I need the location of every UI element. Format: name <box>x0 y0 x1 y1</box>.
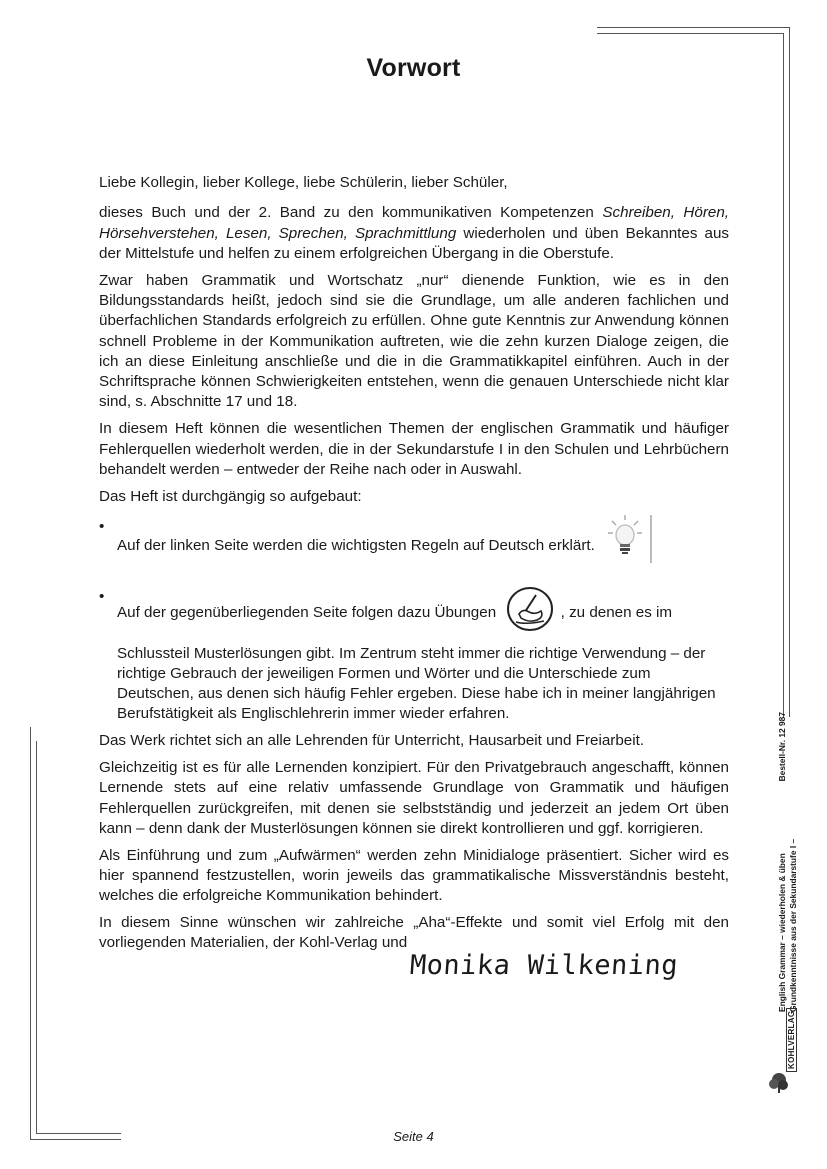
frame-top-line-2 <box>597 33 783 34</box>
frame-left-line-2 <box>36 741 37 1133</box>
bullet-rules <box>99 517 729 575</box>
paragraph-closing: In diesem Sinne wünschen wir zahlreiche „Aha“-Effekte und somit viel Erfolg mit den vorliegenden Materialien, der Kohl-Verlag und <box>99 914 729 952</box>
side-imprint <box>777 712 798 1012</box>
frame-top-line-1 <box>597 27 789 28</box>
paragraph-audience: Das Werk richtet sich an alle Lehrenden für Unterricht, Hausarbeit und Freiarbeit. <box>99 732 645 750</box>
lightbulb-icon <box>607 513 655 571</box>
paragraph-intro <box>99 203 729 264</box>
side-imprint-row-2 <box>788 712 799 1012</box>
publisher-logo-text: KOHLVERLAG <box>786 1008 797 1072</box>
greeting: Liebe Kollegin, lieber Kollege, liebe Schülerin, lieber Schüler, <box>99 174 508 191</box>
series-subtitle: Grundkenntnisse aus der Sekundarstufe I – <box>787 838 798 1012</box>
paragraph-dialogues: Als Einführung und zum „Aufwärmen“ werden zehn Minidialoge präsentiert. Sicher wird es hier spannend festzustellen, worin jeweils das grammatikalische Missverständnis besteht, welches die erfolgreiche Kommunikation behindert. <box>99 846 729 905</box>
competences-italic: Schreiben, Hören, Hörsehverstehen, Lesen, Sprechen, Sprachmittlung <box>99 204 729 242</box>
frame-right-line-1 <box>789 27 790 717</box>
page-number: Seite 4 <box>393 1129 434 1144</box>
bullet-dot: • <box>99 588 105 606</box>
bullet-exercises-text-end: , zu denen es im <box>560 604 673 622</box>
bullet-exercises-continuation: Schlussteil Musterlösungen gibt. Im Zentrum steht immer die richtige Verwendung – der richtige Gebrauch der jeweiligen Formen und Wörter und die Unterschiede zum Deutschen, aus denen sich häufig Fehler ergeben. Diese habe ich in meiner langjährigen Berufstätigkeit als Englischlehrerin immer wieder erfahren. <box>117 644 716 723</box>
signature: Monika Wilkening <box>408 950 680 981</box>
page-title: Vorwort <box>366 54 461 82</box>
bullet-dot: • <box>99 517 105 535</box>
bullet-exercises <box>99 587 729 639</box>
bullet-exercises-text-start: Auf der gegenüberliegenden Seite folgen dazu Übungen <box>117 604 497 622</box>
order-number: Bestell-Nr. 12 987 <box>777 712 787 782</box>
frame-left-line-1 <box>30 727 31 1139</box>
paragraph-intro-end: wiederholen und üben Bekanntes aus der Mittelstufe und helfen zu einem erfolgreichen Übergang in die Oberstufe. <box>99 224 729 262</box>
foreword-body <box>99 173 729 960</box>
bullet-rules-text: Auf der linken Seite werden die wichtigsten Regeln auf Deutsch erklärt. <box>117 537 595 555</box>
paragraph-intro-start: dieses Buch und der 2. Band zu den kommunikativen Kompetenzen <box>99 204 603 222</box>
paragraph-grammar: Zwar haben Grammatik und Wortschatz „nur“ dienende Funktion, wie es in den Bildungsstandards heißt, jedoch sind sie die Grundlage, um alle anderen fachlichen und überfachlichen Standards erfolgreich zu erfüllen. Ohne gute Kenntnis zur Anwendung können schnell Probleme in der Kommunikation auftreten, wie die zehn kurzen Dialoge zeigen, die ich an diese Einleitung anschließe und die in die Grammatikkapitel einführen. Auch in der Schriftsprache können Schwierigkeiten entstehen, wenn die genauen Unterschiede nicht klar sind, s. Abschnitte 17 und 18. <box>99 271 729 411</box>
frame-right-line-2 <box>783 33 784 717</box>
paragraph-learners: Gleichzeitig ist es für alle Lernenden konzipiert. Für den Privatgebrauch angeschafft, können Lernende stets auf eine relativ umfassende Grundlage von Grammatik und häufigen Fehlerquellen zurückgreifen, mit denen sie selbstständig und jederzeit an jedem Ort üben kann – denn dank der Musterlösungen können sie direkt kontrollieren und ggf. korrigieren. <box>99 759 729 837</box>
series-title: English Grammar – wiederholen & üben <box>777 853 787 1012</box>
paragraph-topics: In diesem Heft können die wesentlichen Themen der englischen Grammatik und häufiger Fehlerquellen wiederholt werden, die in der Sekundarstufe I in den Schulen und Lehrbüchern behandelt werden – entweder der Reihe nach oder in Auswahl. <box>99 420 729 478</box>
paragraph-structure: Das Heft ist durchgängig so aufgebaut: <box>99 487 362 505</box>
side-imprint-row-1 <box>777 712 788 1012</box>
writing-hand-icon <box>506 586 554 638</box>
